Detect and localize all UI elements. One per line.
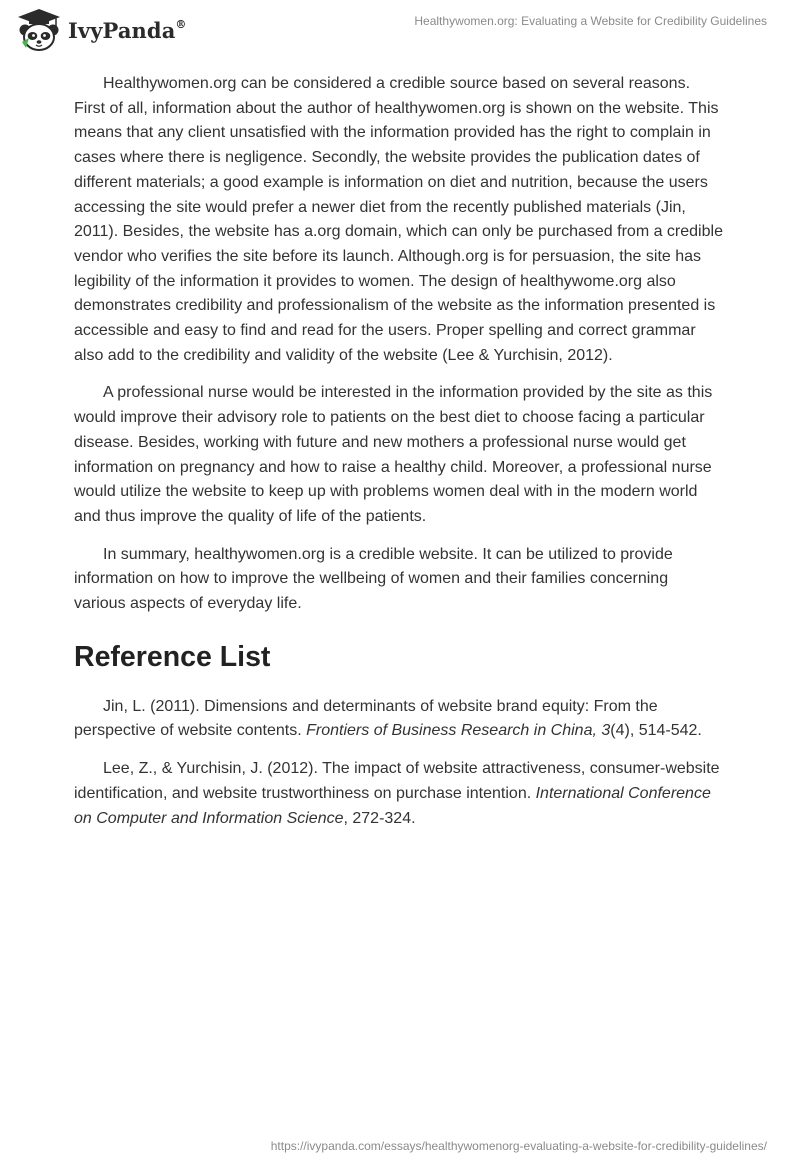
reference-item: Jin, L. (2011). Dimensions and determinants of website brand equity: From the perspective of website contents. Frontiers of Business Research in China, 3(4), 514-542. [74, 697, 702, 740]
panda-graduate-icon [16, 8, 62, 52]
page-header [0, 0, 800, 60]
reference-list-heading: Reference List [74, 640, 271, 673]
reference-item: Lee, Z., & Yurchisin, J. (2012). The impact of website attractiveness, consumer-website identification, and website trustworthiness on purchase intention. International Conference on Computer and Information Science, 272-324. [74, 760, 720, 827]
body-paragraph: A professional nurse would be interested in the information provided by the site as this would improve their advisory role to patients on the best diet to choose facing a particular disease. Besides, working with future and new mothers a professional nurse would get information on pregnancy and how to raise a healthy child. Moreover, a professional nurse would utilize the website to keep up with problems women deal with in the modern world and thus improve the quality of life of the patients. [74, 384, 713, 525]
ivypanda-logo[interactable] [16, 8, 187, 52]
essay-content [74, 72, 724, 844]
logo-text: IvyPanda® [68, 17, 187, 43]
body-paragraph: In summary, healthywomen.org is a credible website. It can be utilized to provide information on how to improve the wellbeing of women and their families concerning various aspects of everyday life. [74, 545, 673, 613]
source-url[interactable]: https://ivypanda.com/essays/healthywomenorg-evaluating-a-website-for-credibility-guidelines/ [270, 1139, 767, 1153]
document-title: Healthywomen.org: Evaluating a Website for Credibility Guidelines [414, 14, 767, 28]
body-paragraph: Healthywomen.org can be considered a credible source based on several reasons. First of all, information about the author of healthywomen.org is shown on the website. This means that any client unsatisfied with the information provided has the right to complain in cases where there is negligence. Secondly, the website provides the publication dates of different materials; a good example is information on diet and nutrition, because the users accessing the site would prefer a newer diet from the recently published materials (Jin, 2011). Besides, the website has a.org domain, which can only be purchased from a credible vendor who verifies the site before its launch. Although.org is for persuasion, the site has legibility of the information it provides to women. The design of healthywome.org also demonstrates credibility and professionalism of the website as the information presented is accessible and easy to find and read for the users. Proper spelling and correct grammar also add to the credibility and validity of the website (Lee & Yurchisin, 2012). [74, 75, 723, 364]
